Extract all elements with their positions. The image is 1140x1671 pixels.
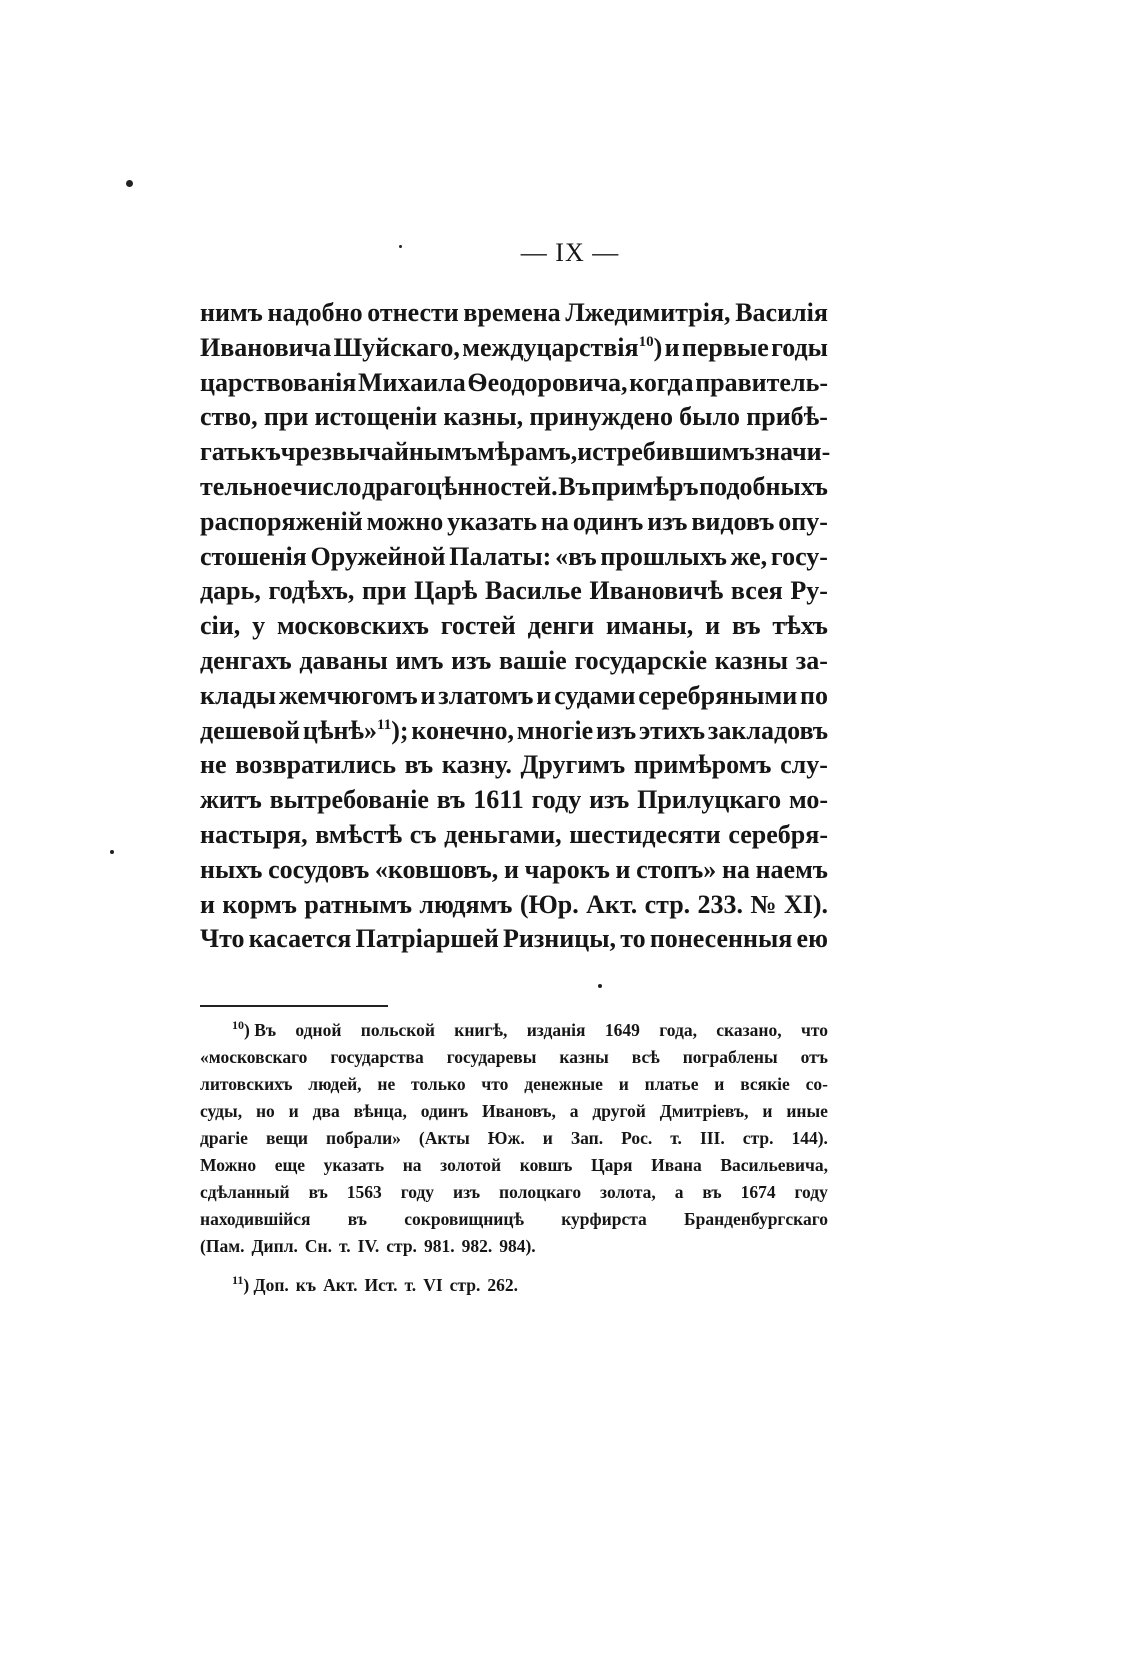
word: Дмитріевъ,	[659, 1101, 749, 1121]
footnote-line	[200, 1206, 828, 1233]
word: отъ	[800, 1047, 828, 1067]
word: казну.	[441, 750, 512, 780]
word: стопъ»	[636, 854, 717, 884]
word: одной	[295, 1020, 342, 1040]
text-line	[200, 435, 831, 470]
word: что	[800, 1020, 828, 1040]
word: золота,	[600, 1182, 656, 1202]
word: Акт.	[323, 1275, 358, 1295]
word: первые	[681, 332, 769, 362]
word: вашіе	[498, 645, 567, 675]
word: Рос.	[621, 1128, 653, 1148]
word: людямъ	[419, 889, 513, 919]
word: году	[400, 1182, 435, 1202]
word: при	[362, 576, 407, 606]
word: 981.	[423, 1236, 455, 1256]
word: и	[503, 854, 519, 884]
word: VI	[423, 1275, 443, 1295]
word: слу-	[780, 750, 828, 780]
word: Ризницы,	[502, 924, 617, 954]
text-line	[200, 574, 828, 609]
footnotes	[200, 1017, 828, 1299]
word: междуцарствія10)	[462, 331, 662, 366]
word: Оружейной	[310, 541, 446, 571]
word: дарь,	[200, 576, 261, 606]
footnote-marker: $^{11}$) Доп.	[232, 1273, 289, 1295]
word: сіи,	[200, 611, 241, 641]
word: возвратились	[235, 750, 396, 780]
word: одинъ	[572, 506, 644, 536]
word: что	[481, 1074, 509, 1094]
word: указать	[323, 1155, 385, 1175]
word: Ист.	[364, 1275, 398, 1295]
scan-speck	[598, 984, 602, 988]
word: драгоцѣнностей.	[362, 471, 558, 501]
word: драгіе	[200, 1128, 248, 1148]
word: годы	[771, 332, 828, 362]
word: государевы	[446, 1047, 537, 1067]
word: вытребованіе	[269, 785, 429, 815]
word: т.	[670, 1128, 682, 1148]
word: серебря-	[728, 819, 828, 849]
word: было	[679, 402, 741, 432]
word: кормъ	[222, 889, 297, 919]
word: 1674	[740, 1182, 776, 1202]
word: всякіе	[740, 1074, 790, 1094]
word: Ивановъ,	[482, 1101, 556, 1121]
word: стр.	[644, 889, 691, 919]
word: одинъ	[420, 1101, 469, 1121]
word: Василія	[735, 298, 828, 327]
word: изъ	[453, 1182, 481, 1202]
word: правитель-	[695, 367, 828, 397]
word: прошлыхъ	[600, 541, 727, 571]
word: вещи	[265, 1128, 309, 1148]
word: изданія	[526, 1020, 586, 1040]
word: дешевой	[200, 715, 301, 745]
word: 1649	[604, 1020, 640, 1040]
word: 1563	[346, 1182, 382, 1202]
word: Патріаршей	[355, 924, 499, 954]
word: Ѳеодоровича,	[467, 367, 628, 397]
word: цѣнѣ»11);	[303, 714, 409, 749]
footnote-line	[200, 1179, 828, 1206]
word: въ	[436, 785, 466, 815]
word: а	[569, 1101, 579, 1121]
footnote-reference: 10	[638, 333, 654, 350]
word: и	[664, 332, 680, 362]
word: число	[292, 471, 362, 501]
word: стр.	[449, 1275, 481, 1295]
word: по	[800, 680, 828, 710]
word: шестидесяти	[569, 819, 721, 849]
word: 1611	[473, 785, 524, 815]
word: на	[540, 506, 569, 536]
footnote-line	[200, 1233, 828, 1260]
word: опу-	[778, 506, 828, 536]
text-line	[200, 748, 828, 783]
word: всея	[730, 576, 783, 606]
word: «въ	[555, 541, 597, 571]
word: понесенныя	[649, 924, 793, 954]
word: и	[762, 1101, 773, 1121]
word: и	[288, 1101, 299, 1121]
word: примѣръ	[591, 471, 699, 501]
word: принуждено	[529, 402, 673, 432]
word: изъ	[451, 645, 492, 675]
text-line	[200, 296, 828, 331]
word: госу-	[770, 541, 828, 571]
word: Михаила	[357, 367, 466, 397]
word: златомъ	[438, 680, 534, 710]
word: мѣрамъ,	[477, 437, 578, 467]
word: при	[263, 402, 309, 432]
word: III.	[699, 1128, 725, 1148]
word: золотой	[440, 1155, 502, 1175]
word: года,	[659, 1020, 697, 1040]
word: Ивановича	[200, 332, 332, 362]
word: (Акты	[418, 1128, 470, 1148]
word: клады	[200, 680, 277, 710]
text-line	[200, 679, 828, 714]
word: 262.	[487, 1275, 518, 1295]
word: т.	[404, 1275, 417, 1295]
word: суды,	[200, 1101, 243, 1121]
word: гостей	[440, 611, 516, 641]
word: изъ	[595, 715, 637, 745]
body-text	[200, 296, 831, 957]
word: на	[721, 854, 750, 884]
word: вмѣстѣ	[315, 819, 403, 849]
word: только	[411, 1074, 466, 1094]
word: наемъ	[755, 854, 828, 884]
footnote-separator	[200, 1005, 388, 1007]
word: къ	[295, 1275, 317, 1295]
word: за-	[795, 645, 828, 675]
word: находившійся	[200, 1209, 311, 1229]
word: въ	[404, 750, 434, 780]
word: (Юр.	[519, 889, 579, 919]
word: ею	[796, 924, 828, 954]
word: Другимъ	[520, 750, 626, 780]
word: то	[620, 924, 646, 954]
word: судами	[554, 680, 636, 710]
word: Царя	[590, 1155, 633, 1175]
word: этихъ	[638, 715, 706, 745]
word: и	[618, 1074, 629, 1094]
word: 982.	[461, 1236, 493, 1256]
word: иные	[786, 1101, 828, 1121]
word: Царѣ	[414, 576, 478, 606]
footnote-line	[200, 1044, 828, 1071]
word: денежные	[524, 1074, 603, 1094]
word: Васильевича,	[720, 1155, 828, 1175]
word: казны	[559, 1047, 609, 1067]
word: Лжедимитрія,	[565, 298, 731, 327]
word: сдѣланный	[200, 1182, 290, 1202]
word: пограблены	[682, 1047, 778, 1067]
word: (Пам.	[200, 1236, 245, 1256]
word: Бранденбургскаго	[684, 1209, 828, 1229]
footnote-line	[200, 1098, 828, 1125]
text-line	[200, 400, 828, 435]
word: истощеніи	[314, 402, 438, 432]
word: времена	[463, 298, 561, 327]
word: не	[200, 750, 227, 780]
word: значи-	[754, 437, 831, 467]
word: побрали»	[326, 1128, 401, 1148]
word: Юж.	[487, 1128, 525, 1148]
word: Дипл.	[251, 1236, 298, 1256]
word: отнести	[367, 298, 459, 327]
word: т.	[339, 1236, 351, 1256]
text-line	[200, 609, 828, 644]
text-line	[200, 331, 828, 366]
word: прибѣ-	[746, 402, 828, 432]
scan-speck	[110, 850, 114, 854]
footnote-line	[200, 1152, 828, 1179]
word: ратнымъ	[304, 889, 413, 919]
text-line	[200, 644, 828, 679]
word: курфирста	[561, 1209, 647, 1229]
word: въ	[731, 611, 761, 641]
footnote-reference: 11	[377, 716, 392, 733]
word: даваны	[299, 645, 388, 675]
footnote-number: 11	[232, 1273, 244, 1287]
footnote-number: 10	[232, 1018, 244, 1032]
word: стошенія	[200, 541, 307, 571]
word: закладовъ	[707, 715, 828, 745]
word: 144).	[791, 1128, 828, 1148]
word: изъ	[647, 506, 688, 536]
page-number: — IX —	[520, 238, 620, 267]
word: Ивана	[651, 1155, 702, 1175]
word: литовскихъ	[200, 1074, 293, 1094]
word: казны	[714, 645, 789, 675]
word: еще	[274, 1155, 306, 1175]
word: но	[255, 1101, 275, 1121]
word: тѣхъ	[772, 611, 828, 641]
word: на	[402, 1155, 422, 1175]
word: №	[750, 889, 777, 919]
text-line	[200, 922, 828, 957]
text-line	[200, 818, 828, 853]
word: деньгами,	[444, 819, 562, 849]
word: и	[420, 680, 436, 710]
word: ство,	[200, 402, 258, 432]
footnote-line	[200, 1125, 828, 1152]
word: московскихъ	[276, 611, 429, 641]
word: и	[714, 1074, 725, 1094]
word: и	[200, 889, 215, 919]
word: Шуйскаго,	[333, 332, 460, 362]
text-line	[200, 714, 828, 749]
word: чарокъ	[524, 854, 610, 884]
text-line	[200, 853, 828, 888]
word: платье	[644, 1074, 699, 1094]
word: въ	[347, 1209, 367, 1229]
word: тельное	[200, 471, 293, 501]
word: царствованія	[200, 367, 357, 397]
word: видовъ	[691, 506, 775, 536]
word: чрезвычайнымъ	[280, 437, 478, 467]
word: книгѣ,	[454, 1020, 508, 1040]
word: когда	[629, 367, 694, 397]
word: государскіе	[574, 645, 708, 675]
word: и	[542, 1128, 553, 1148]
word: всѣ	[631, 1047, 660, 1067]
word: жемчюгомъ	[278, 680, 418, 710]
word: и	[615, 854, 631, 884]
word: Въ	[558, 471, 591, 501]
word: мо-	[788, 785, 828, 815]
word: иманы,	[605, 611, 694, 641]
word: можно	[366, 506, 444, 536]
word: и	[705, 611, 721, 641]
word: «ковшовъ,	[374, 854, 499, 884]
word: имъ	[395, 645, 444, 675]
word: другой	[592, 1101, 646, 1121]
word: денгахъ	[200, 645, 292, 675]
text-line	[200, 783, 828, 818]
text-line	[200, 540, 828, 575]
word: конечно,	[411, 715, 515, 745]
word: Ру-	[790, 576, 828, 606]
word: Сн.	[304, 1236, 333, 1256]
word: сказано,	[716, 1020, 782, 1040]
word: со-	[805, 1074, 828, 1094]
word: государства	[330, 1047, 424, 1067]
word: надобно	[267, 298, 363, 327]
word: ковшъ	[519, 1155, 573, 1175]
word: настыря,	[200, 819, 308, 849]
word: Акт.	[586, 889, 638, 919]
word: въ	[308, 1182, 328, 1202]
word: многіе	[516, 715, 594, 745]
word: 984).	[499, 1236, 536, 1256]
word: стр.	[386, 1236, 417, 1256]
word: распоряженій	[200, 506, 363, 536]
word: у	[252, 611, 266, 641]
word: году	[531, 785, 582, 815]
footnote-marker: $^{10}$) Въ	[232, 1018, 277, 1040]
word: XI).	[783, 889, 828, 919]
word: Ивановичѣ	[589, 576, 724, 606]
word: указать	[447, 506, 538, 536]
word: Василье	[485, 576, 582, 606]
word: нимъ	[200, 298, 263, 327]
word: вѣнца,	[353, 1101, 407, 1121]
word: два	[312, 1101, 340, 1121]
word: изъ	[589, 785, 630, 815]
text-line	[200, 366, 828, 401]
word: касается	[248, 924, 352, 954]
word: годѣхъ,	[268, 576, 355, 606]
word: къ	[250, 437, 281, 467]
word: ныхъ	[200, 854, 263, 884]
word: Можно	[200, 1155, 257, 1175]
word: сокровищницѣ	[404, 1209, 524, 1229]
word: серебряными	[638, 680, 798, 710]
scan-speck	[126, 180, 133, 187]
text-line	[200, 470, 828, 505]
text-line	[200, 888, 828, 923]
word: не	[377, 1074, 396, 1094]
word: «московскаго	[200, 1047, 308, 1067]
word: гать	[200, 437, 251, 467]
word: истребившимъ	[577, 437, 755, 467]
word: польской	[360, 1020, 435, 1040]
word: стр.	[742, 1128, 774, 1148]
word: житъ	[200, 785, 262, 815]
word: Палаты:	[449, 541, 552, 571]
word: же,	[730, 541, 768, 571]
word: а	[674, 1182, 684, 1202]
word: и	[536, 680, 552, 710]
word: казны,	[443, 402, 524, 432]
word: подобныхъ	[699, 471, 828, 501]
word: съ	[409, 819, 437, 849]
footnote-line	[200, 1272, 828, 1299]
word: денги	[527, 611, 595, 641]
word: Что	[200, 924, 245, 954]
word: Зап.	[570, 1128, 604, 1148]
word: людей,	[308, 1074, 362, 1094]
word: году	[794, 1182, 828, 1202]
word: примѣромъ	[633, 750, 772, 780]
word: IV.	[357, 1236, 380, 1256]
word: 233.	[697, 889, 744, 919]
word: въ	[702, 1182, 722, 1202]
word: сосудовъ	[268, 854, 370, 884]
footnote-line	[200, 1071, 828, 1098]
footnote-line	[200, 1017, 828, 1044]
text-line	[200, 505, 828, 540]
word: Прилуцкаго	[637, 785, 782, 815]
word: полоцкаго	[498, 1182, 582, 1202]
